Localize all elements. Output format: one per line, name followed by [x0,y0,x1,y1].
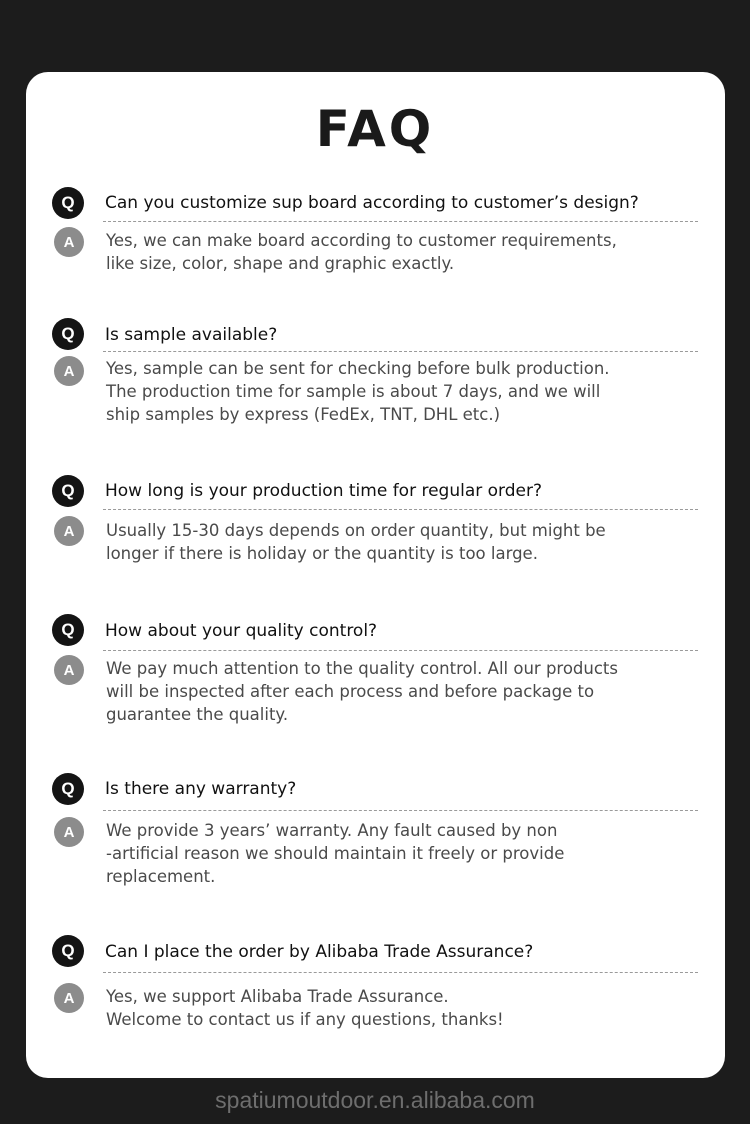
answer-badge: A [54,655,84,685]
faq-answer: Yes, we support Alibaba Trade Assurance. Welcome to contact us if any questions, thanks! [106,987,504,1029]
dashed-divider [103,972,698,973]
faq-answer: We pay much attention to the quality control. All our products will be inspected after each process and before package to guarantee the quality. [106,659,618,724]
dashed-divider [103,351,698,352]
dashed-divider [103,509,698,510]
question-badge: Q [52,475,84,507]
dashed-divider [103,810,698,811]
faq-question: Can you customize sup board according to customer’s design? [105,193,639,213]
question-badge: Q [52,935,84,967]
answer-badge: A [54,983,84,1013]
faq-question: Is there any warranty? [105,779,297,799]
faq-card [26,72,725,1078]
question-badge: Q [52,318,84,350]
faq-answer: We provide 3 years’ warranty. Any fault caused by non -artificial reason we should maintain it freely or provide replacement. [106,821,565,886]
footer-url: spatiumoutdoor.en.alibaba.com [215,1087,535,1113]
faq-answer: Yes, we can make board according to customer requirements, like size, color, shape and graphic exactly. [106,231,617,273]
faq-answer: Yes, sample can be sent for checking before bulk production. The production time for sample is about 7 days, and we will ship samples by express (FedEx, TNT, DHL etc.) [106,359,610,424]
question-badge: Q [52,614,84,646]
faq-question: Can I place the order by Alibaba Trade Assurance? [105,942,534,962]
question-badge: Q [52,187,84,219]
faq-question: How long is your production time for regular order? [105,481,543,501]
dashed-divider [103,650,698,651]
answer-badge: A [54,227,84,257]
faq-answer: Usually 15-30 days depends on order quantity, but might be longer if there is holiday or the quantity is too large. [106,521,606,563]
answer-badge: A [54,817,84,847]
answer-badge: A [54,516,84,546]
dashed-divider [103,221,698,222]
page-title: FAQ [315,100,435,158]
question-badge: Q [52,773,84,805]
answer-badge: A [54,356,84,386]
faq-question: How about your quality control? [105,621,378,641]
faq-question: Is sample available? [105,325,278,345]
